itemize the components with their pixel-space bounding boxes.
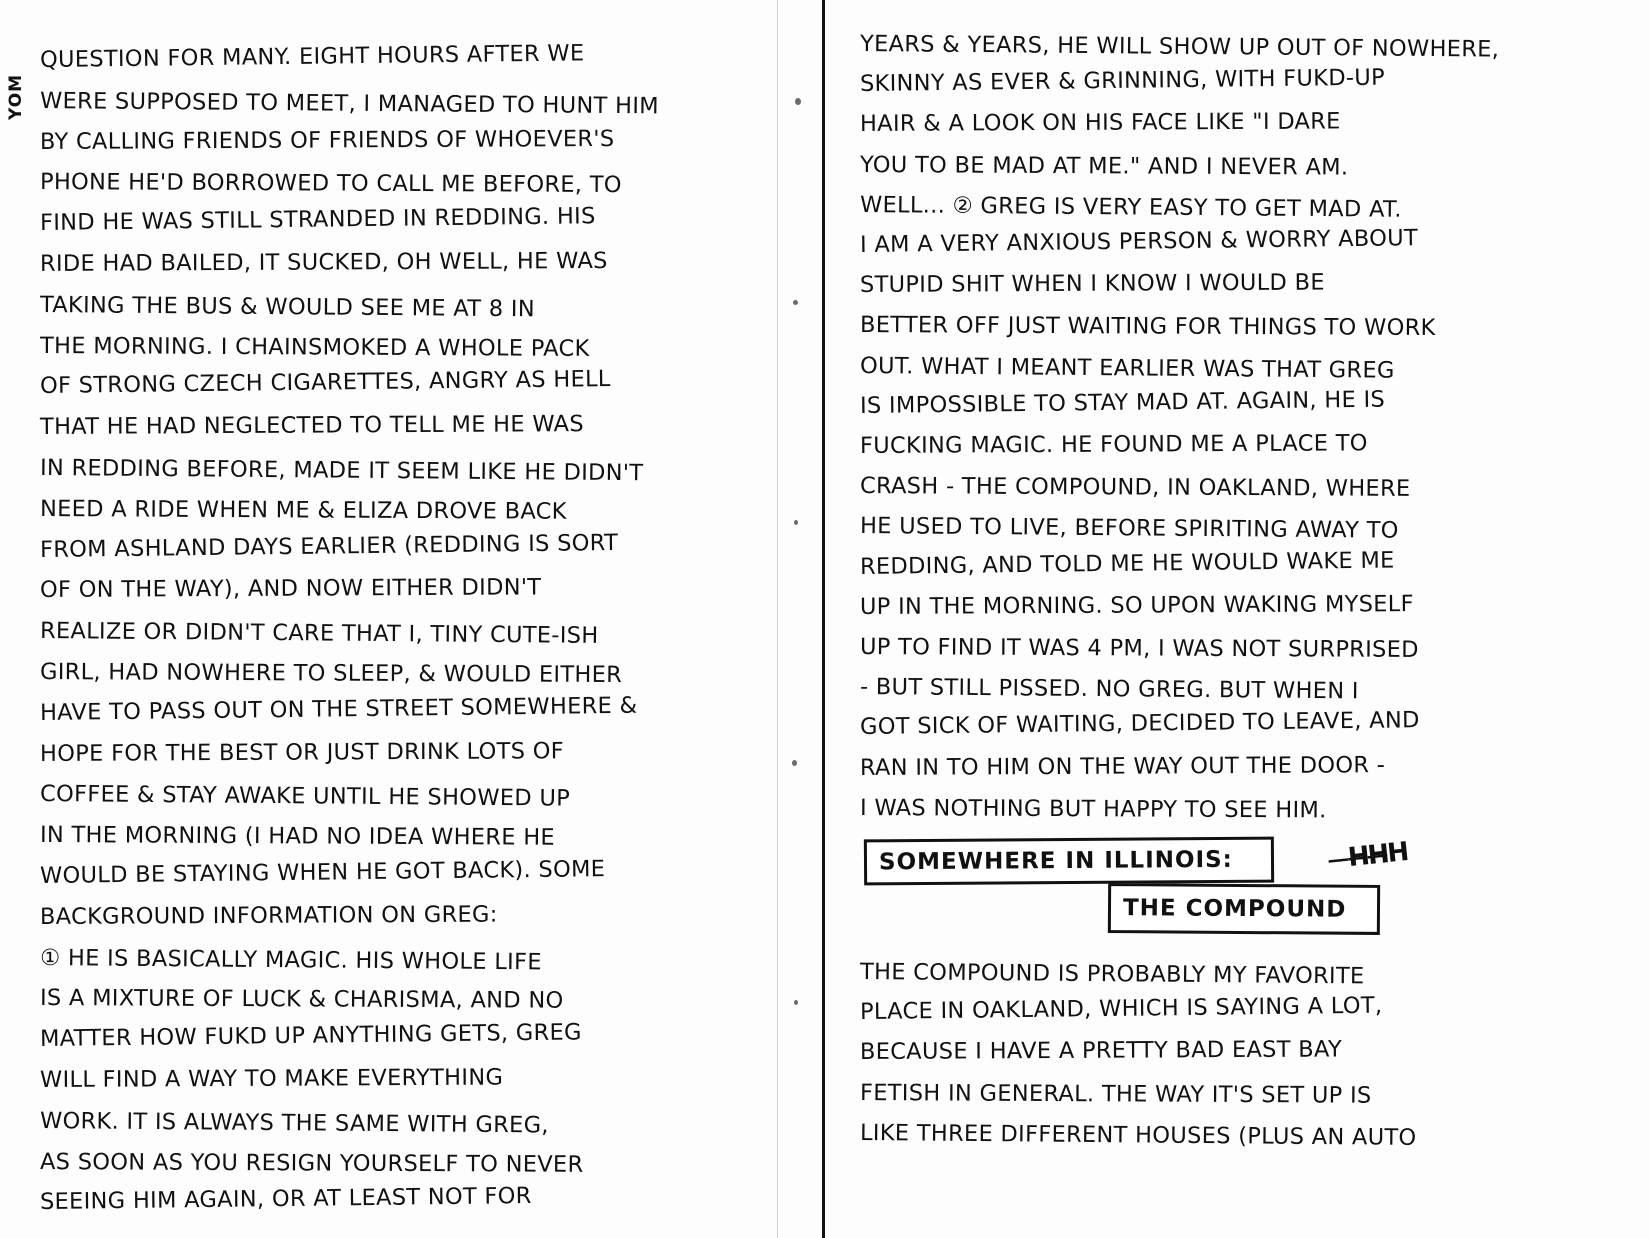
text-line: RIDE HAD BAILED, IT SUCKED, OH WELL, HE WAS <box>39 248 608 277</box>
heading-box-location: SOMEWHERE IN ILLINOIS: <box>864 837 1274 886</box>
text-line: NEED A RIDE WHEN ME & ELIZA DROVE BACK <box>39 495 567 525</box>
text-line: HAVE TO PASS OUT ON THE STREET SOMEWHERE & <box>39 692 638 726</box>
text-line: WORK. IT IS ALWAYS THE SAME WITH GREG, <box>39 1107 549 1139</box>
text-line: UP IN THE MORNING. SO UPON WAKING MYSELF <box>859 590 1414 620</box>
text-line: I WAS NOTHING BUT HAPPY TO SEE HIM. <box>859 794 1327 824</box>
text-line: I AM A VERY ANXIOUS PERSON & WORRY ABOUT <box>859 225 1419 259</box>
text-line: ① HE IS BASICALLY MAGIC. HIS WHOLE LIFE <box>39 944 542 975</box>
heading-box-title: THE COMPOUND <box>1108 883 1380 935</box>
text-line: MATTER HOW FUKD UP ANYTHING GETS, GREG <box>39 1019 582 1053</box>
text-line: GIRL, HAD NOWHERE TO SLEEP, & WOULD EITHER <box>39 658 623 689</box>
text-line: COFFEE & STAY AWAKE UNTIL HE SHOWED UP <box>39 781 571 812</box>
text-line: IS A MIXTURE OF LUCK & CHARISMA, AND NO <box>39 985 564 1015</box>
section-heading <box>860 838 1620 946</box>
text-line: STUPID SHIT WHEN I KNOW I WOULD BE <box>859 269 1325 299</box>
right-page-body-bottom <box>860 952 1620 1153</box>
text-line: QUESTION FOR MANY. EIGHT HOURS AFTER WE <box>39 40 585 73</box>
margin-note: YOM <box>6 73 26 120</box>
text-line: OUT. WHAT I MEANT EARLIER WAS THAT GREG <box>859 352 1395 384</box>
text-line: THE COMPOUND IS PROBABLY MY FAVORITE <box>859 959 1365 990</box>
text-line: RAN IN TO HIM ON THE WAY OUT THE DOOR - <box>859 751 1386 781</box>
tally-marks: ̶H̶H̶H <box>1348 837 1409 873</box>
text-line: IN REDDING BEFORE, MADE IT SEEM LIKE HE DIDN'T <box>39 454 644 487</box>
text-line: THAT HE HAD NEGLECTED TO TELL ME HE WAS <box>39 411 584 441</box>
text-line: LIKE THREE DIFFERENT HOUSES (PLUS AN AUTO <box>859 1119 1417 1151</box>
text-line: REALIZE OR DIDN'T CARE THAT I, TINY CUTE-ISH <box>39 618 599 650</box>
text-line: IS IMPOSSIBLE TO STAY MAD AT. AGAIN, HE IS <box>859 386 1386 419</box>
text-line: PHONE HE'D BORROWED TO CALL ME BEFORE, TO <box>39 169 622 199</box>
left-page-body <box>40 40 760 1223</box>
text-line: BY CALLING FRIENDS OF FRIENDS OF WHOEVER'S <box>39 125 615 155</box>
text-line: BECAUSE I HAVE A PRETTY BAD EAST BAY <box>859 1036 1343 1066</box>
text-line: WERE SUPPOSED TO MEET, I MANAGED TO HUNT HIM <box>39 87 660 120</box>
text-line: TAKING THE BUS & WOULD SEE ME AT 8 IN <box>39 291 536 323</box>
text-line: BETTER OFF JUST WAITING FOR THINGS TO WORK <box>859 312 1436 342</box>
text-line: AS SOON AS YOU RESIGN YOURSELF TO NEVER <box>39 1148 584 1178</box>
text-line: UP TO FIND IT WAS 4 PM, I WAS NOT SURPRISED <box>859 634 1419 663</box>
text-line: HOPE FOR THE BEST OR JUST DRINK LOTS OF <box>39 737 565 767</box>
text-line: SEEING HIM AGAIN, OR AT LEAST NOT FOR <box>39 1183 532 1216</box>
text-line: YEARS & YEARS, HE WILL SHOW UP OUT OF NOWHERE, <box>859 31 1500 63</box>
text-line: SKINNY AS EVER & GRINNING, WITH FUKD-UP <box>859 64 1386 98</box>
text-line: OF STRONG CZECH CIGARETTES, ANGRY AS HELL <box>39 366 611 400</box>
text-line: BACKGROUND INFORMATION ON GREG: <box>39 901 498 930</box>
text-line: HAIR & A LOOK ON HIS FACE LIKE "I DARE <box>859 108 1341 138</box>
text-line: WOULD BE STAYING WHEN HE GOT BACK). SOME <box>39 856 606 889</box>
right-page-body-top <box>860 24 1620 828</box>
text-line: OF ON THE WAY), AND NOW EITHER DIDN'T <box>39 574 542 604</box>
right-page <box>822 0 1650 1238</box>
text-line: THE MORNING. I CHAINSMOKED A WHOLE PACK <box>39 332 590 362</box>
text-line: REDDING, AND TOLD ME HE WOULD WAKE ME <box>859 547 1395 580</box>
text-line: GOT SICK OF WAITING, DECIDED TO LEAVE, AND <box>859 707 1420 741</box>
text-line: FROM ASHLAND DAYS EARLIER (REDDING IS SORT <box>39 529 619 563</box>
text-line: - BUT STILL PISSED. NO GREG. BUT WHEN I <box>859 674 1359 705</box>
text-line: HE USED TO LIVE, BEFORE SPIRITING AWAY TO <box>859 513 1399 545</box>
left-page <box>0 0 822 1238</box>
text-line: FIND HE WAS STILL STRANDED IN REDDING. HIS <box>39 203 596 237</box>
text-line: YOU TO BE MAD AT ME." AND I NEVER AM. <box>859 151 1349 181</box>
text-line: CRASH - THE COMPOUND, IN OAKLAND, WHERE <box>859 473 1411 503</box>
text-line: WILL FIND A WAY TO MAKE EVERYTHING <box>39 1064 504 1093</box>
text-line: WELL... ② GREG IS VERY EASY TO GET MAD AT. <box>859 191 1402 223</box>
text-line: FUCKING MAGIC. HE FOUND ME A PLACE TO <box>859 430 1368 460</box>
text-line: FETISH IN GENERAL. THE WAY IT'S SET UP IS <box>859 1079 1372 1109</box>
text-line: PLACE IN OAKLAND, WHICH IS SAYING A LOT, <box>859 992 1383 1026</box>
text-line: IN THE MORNING (I HAD NO IDEA WHERE HE <box>39 822 556 851</box>
